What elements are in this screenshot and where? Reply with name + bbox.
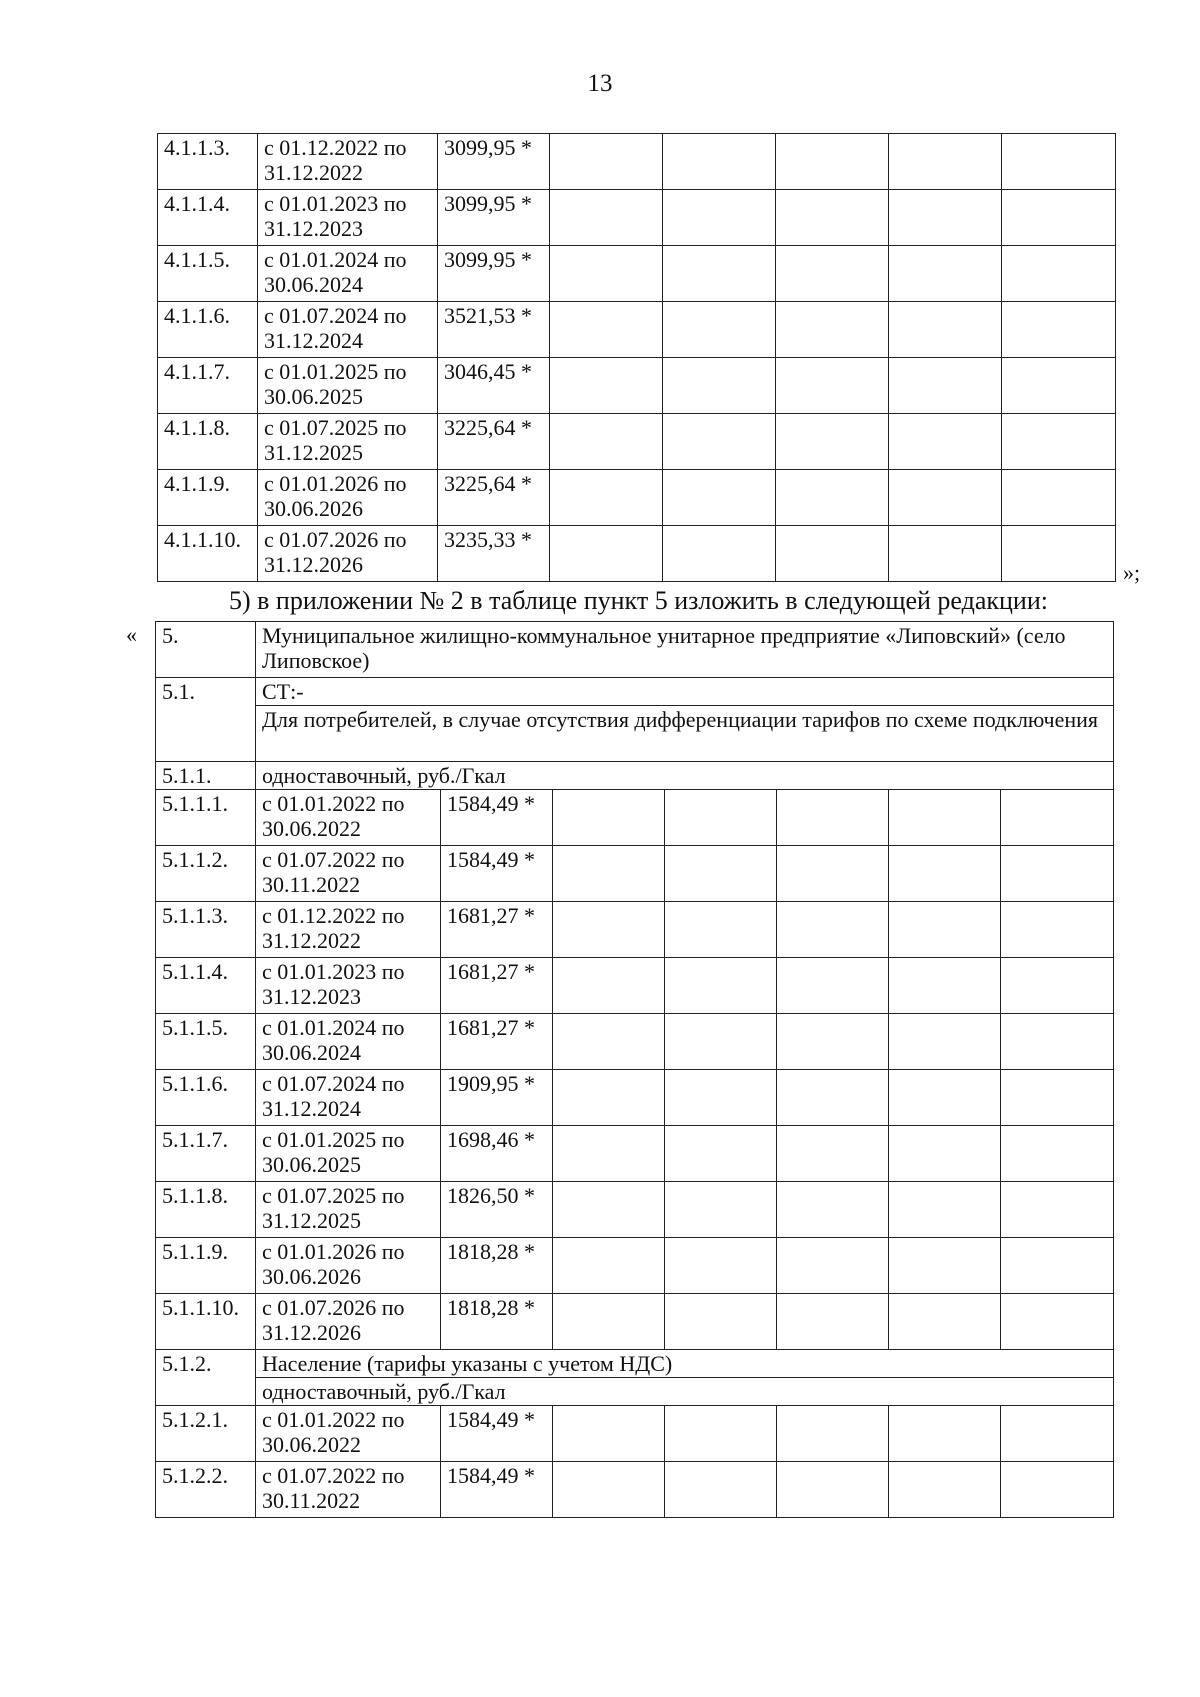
empty-cell (1001, 1014, 1114, 1070)
empty-cell (1002, 246, 1116, 302)
empty-cell (889, 1406, 1001, 1462)
empty-cell (777, 1294, 889, 1350)
row-value: 3235,33 * (438, 526, 550, 582)
empty-cell (889, 246, 1002, 302)
row-number: 5.1.1.9. (156, 1238, 256, 1294)
empty-cell (1001, 1462, 1114, 1518)
row-number: 5.1.1.2. (156, 846, 256, 902)
row-number: 4.1.1.5. (158, 246, 258, 302)
empty-cell (553, 958, 665, 1014)
row-value: 3099,95 * (438, 190, 550, 246)
row-number: 5.1.1.8. (156, 1182, 256, 1238)
row-value: 3225,64 * (438, 414, 550, 470)
empty-cell (665, 1126, 777, 1182)
row-period: с 01.01.2026 по 30.06.2026 (258, 470, 438, 526)
empty-cell (776, 414, 889, 470)
system-row (156, 678, 1114, 706)
empty-cell (776, 358, 889, 414)
population-rate-label: одноставочный, руб./Гкал (256, 1378, 1114, 1406)
row-period: с 01.07.2024 по 31.12.2024 (258, 302, 438, 358)
empty-cell (550, 246, 663, 302)
empty-cell (889, 1070, 1001, 1126)
table-row (156, 1462, 1114, 1518)
empty-cell (1001, 1126, 1114, 1182)
row-value: 1584,49 * (441, 1462, 553, 1518)
empty-cell (889, 414, 1002, 470)
row-value: 1698,46 * (441, 1126, 553, 1182)
empty-cell (777, 958, 889, 1014)
empty-cell (550, 302, 663, 358)
population-label: Население (тарифы указаны с учетом НДС) (256, 1350, 1114, 1378)
row-number: 5.1.1.7. (156, 1126, 256, 1182)
empty-cell (1001, 1070, 1114, 1126)
empty-cell (889, 526, 1002, 582)
empty-cell (550, 134, 663, 190)
row-value: 3046,45 * (438, 358, 550, 414)
empty-cell (665, 958, 777, 1014)
empty-cell (550, 190, 663, 246)
row-number: 5.1.1.10. (156, 1294, 256, 1350)
empty-cell (663, 470, 776, 526)
row-value: 1584,49 * (441, 846, 553, 902)
empty-cell (1001, 958, 1114, 1014)
tariff-table-continued (157, 133, 1116, 582)
row-number: 5.1.1.3. (156, 902, 256, 958)
row-period: с 01.07.2025 по 31.12.2025 (258, 414, 438, 470)
empty-cell (777, 902, 889, 958)
empty-cell (776, 190, 889, 246)
empty-cell (776, 134, 889, 190)
row-number: 4.1.1.3. (158, 134, 258, 190)
table-row (156, 1126, 1114, 1182)
page-number: 13 (587, 70, 613, 97)
table-row (158, 190, 1116, 246)
row-period: с 01.12.2022 по 31.12.2022 (258, 134, 438, 190)
empty-cell (1001, 1238, 1114, 1294)
table-row (156, 1294, 1114, 1350)
row-period: с 01.12.2022 по 31.12.2022 (256, 902, 441, 958)
empty-cell (776, 246, 889, 302)
empty-cell (889, 1294, 1001, 1350)
empty-cell (776, 526, 889, 582)
row-number: 4.1.1.6. (158, 302, 258, 358)
row-value: 3225,64 * (438, 470, 550, 526)
empty-cell (777, 1406, 889, 1462)
row-period: с 01.01.2024 по 30.06.2024 (256, 1014, 441, 1070)
table-row (156, 958, 1114, 1014)
row-value: 1584,49 * (441, 1406, 553, 1462)
table-row (158, 302, 1116, 358)
empty-cell (663, 414, 776, 470)
empty-cell (553, 1294, 665, 1350)
row-period: с 01.01.2025 по 30.06.2025 (258, 358, 438, 414)
empty-cell (663, 302, 776, 358)
empty-cell (1002, 302, 1116, 358)
empty-cell (889, 358, 1002, 414)
row-value: 1909,95 * (441, 1070, 553, 1126)
row-period: с 01.07.2026 по 31.12.2026 (256, 1294, 441, 1350)
empty-cell (1002, 414, 1116, 470)
empty-cell (889, 1238, 1001, 1294)
row-value: 3099,95 * (438, 134, 550, 190)
empty-cell (550, 414, 663, 470)
system-label: СТ:- (256, 678, 1114, 706)
row-number: 5.1.2.1. (156, 1406, 256, 1462)
row-period: с 01.01.2022 по 30.06.2022 (256, 790, 441, 846)
row-period: с 01.01.2023 по 31.12.2023 (258, 190, 438, 246)
row-value: 1584,49 * (441, 790, 553, 846)
empty-cell (889, 1014, 1001, 1070)
empty-cell (1002, 526, 1116, 582)
row-number: 5.1.1.5. (156, 1014, 256, 1070)
tariff-table-item-5-body (156, 622, 1114, 1518)
empty-cell (553, 1126, 665, 1182)
empty-cell (553, 1182, 665, 1238)
row-period: с 01.07.2022 по 30.11.2022 (256, 1462, 441, 1518)
empty-cell (889, 470, 1002, 526)
tariff-table-item-5 (155, 621, 1114, 1518)
table-row (156, 1182, 1114, 1238)
empty-cell (665, 902, 777, 958)
table-row (158, 134, 1116, 190)
empty-cell (553, 1462, 665, 1518)
amendment-instruction: 5) в приложении № 2 в таблице пункт 5 изложить в следующей редакции: (229, 586, 1048, 615)
empty-cell (1001, 1406, 1114, 1462)
row-number: 5.1.1.1. (156, 790, 256, 846)
row-value: 3521,53 * (438, 302, 550, 358)
table-row (158, 526, 1116, 582)
empty-cell (1001, 1182, 1114, 1238)
row-number: 5.1.2.2. (156, 1462, 256, 1518)
empty-cell (776, 470, 889, 526)
table-row (158, 246, 1116, 302)
org-row (156, 622, 1114, 678)
org-name: Муниципальное жилищно-коммунальное унитарное предприятие «Липовский» (село Липовское) (256, 622, 1114, 678)
empty-cell (777, 1238, 889, 1294)
table-row (158, 358, 1116, 414)
closing-quote-mark: »; (1123, 560, 1141, 585)
row-period: с 01.01.2025 по 30.06.2025 (256, 1126, 441, 1182)
population-number: 5.1.2. (156, 1350, 256, 1406)
empty-cell (663, 246, 776, 302)
empty-cell (1002, 190, 1116, 246)
empty-cell (665, 1238, 777, 1294)
row-value: 3099,95 * (438, 246, 550, 302)
empty-cell (1002, 470, 1116, 526)
empty-cell (663, 190, 776, 246)
empty-cell (665, 1462, 777, 1518)
empty-cell (665, 1070, 777, 1126)
table-row (158, 414, 1116, 470)
empty-cell (1002, 358, 1116, 414)
consumers-row (156, 706, 1114, 762)
population-row (156, 1350, 1114, 1378)
row-period: с 01.07.2022 по 30.11.2022 (256, 846, 441, 902)
empty-cell (553, 1238, 665, 1294)
tariff-table-continued-body (158, 134, 1116, 582)
empty-cell (889, 1126, 1001, 1182)
empty-cell (889, 902, 1001, 958)
row-number: 5.1.1.6. (156, 1070, 256, 1126)
row-number: 5.1.1.4. (156, 958, 256, 1014)
empty-cell (1001, 1294, 1114, 1350)
table-row (156, 1406, 1114, 1462)
org-number: 5. (156, 622, 256, 678)
empty-cell (777, 846, 889, 902)
table-row (156, 902, 1114, 958)
empty-cell (889, 134, 1002, 190)
rate-row (156, 762, 1114, 790)
empty-cell (550, 526, 663, 582)
empty-cell (1001, 902, 1114, 958)
opening-quote-mark: « (126, 622, 137, 647)
empty-cell (550, 470, 663, 526)
empty-cell (776, 302, 889, 358)
row-period: с 01.07.2024 по 31.12.2024 (256, 1070, 441, 1126)
empty-cell (889, 1182, 1001, 1238)
empty-cell (889, 302, 1002, 358)
row-period: с 01.01.2022 по 30.06.2022 (256, 1406, 441, 1462)
row-period: с 01.07.2025 по 31.12.2025 (256, 1182, 441, 1238)
empty-cell (777, 1126, 889, 1182)
table-row (156, 790, 1114, 846)
row-value: 1681,27 * (441, 1014, 553, 1070)
empty-cell (1001, 846, 1114, 902)
row-value: 1826,50 * (441, 1182, 553, 1238)
empty-cell (777, 1014, 889, 1070)
empty-cell (1001, 790, 1114, 846)
empty-cell (665, 1406, 777, 1462)
table-row (158, 470, 1116, 526)
empty-cell (553, 902, 665, 958)
empty-cell (553, 846, 665, 902)
empty-cell (1002, 134, 1116, 190)
row-period: с 01.01.2023 по 31.12.2023 (256, 958, 441, 1014)
empty-cell (777, 1070, 889, 1126)
empty-cell (889, 790, 1001, 846)
table-row (156, 1070, 1114, 1126)
row-number: 4.1.1.9. (158, 470, 258, 526)
row-number: 4.1.1.7. (158, 358, 258, 414)
empty-cell (665, 790, 777, 846)
row-number: 4.1.1.10. (158, 526, 258, 582)
row-value: 1681,27 * (441, 902, 553, 958)
empty-cell (889, 1462, 1001, 1518)
empty-cell (889, 846, 1001, 902)
empty-cell (665, 1294, 777, 1350)
rate-label: одноставочный, руб./Гкал (256, 762, 1114, 790)
empty-cell (663, 358, 776, 414)
row-period: с 01.01.2026 по 30.06.2026 (256, 1238, 441, 1294)
row-period: с 01.01.2024 по 30.06.2024 (258, 246, 438, 302)
empty-cell (553, 1406, 665, 1462)
table-row (156, 846, 1114, 902)
empty-cell (663, 134, 776, 190)
empty-cell (777, 1462, 889, 1518)
consumers-label: Для потребителей, в случае отсутствия дифференциации тарифов по схеме подключения (256, 706, 1114, 762)
row-number: 4.1.1.8. (158, 414, 258, 470)
empty-cell (550, 358, 663, 414)
empty-cell (665, 1014, 777, 1070)
table-row (156, 1238, 1114, 1294)
empty-cell (553, 1070, 665, 1126)
empty-cell (889, 190, 1002, 246)
empty-cell (665, 846, 777, 902)
empty-cell (777, 790, 889, 846)
empty-cell (777, 1182, 889, 1238)
empty-cell (889, 958, 1001, 1014)
row-value: 1818,28 * (441, 1238, 553, 1294)
row-number: 4.1.1.4. (158, 190, 258, 246)
population-rate-row (156, 1378, 1114, 1406)
table-row (156, 1014, 1114, 1070)
row-period: с 01.07.2026 по 31.12.2026 (258, 526, 438, 582)
empty-cell (553, 790, 665, 846)
empty-cell (553, 1014, 665, 1070)
empty-cell (665, 1182, 777, 1238)
rate-number: 5.1.1. (156, 762, 256, 790)
row-value: 1818,28 * (441, 1294, 553, 1350)
system-number: 5.1. (156, 678, 256, 762)
row-value: 1681,27 * (441, 958, 553, 1014)
empty-cell (663, 526, 776, 582)
